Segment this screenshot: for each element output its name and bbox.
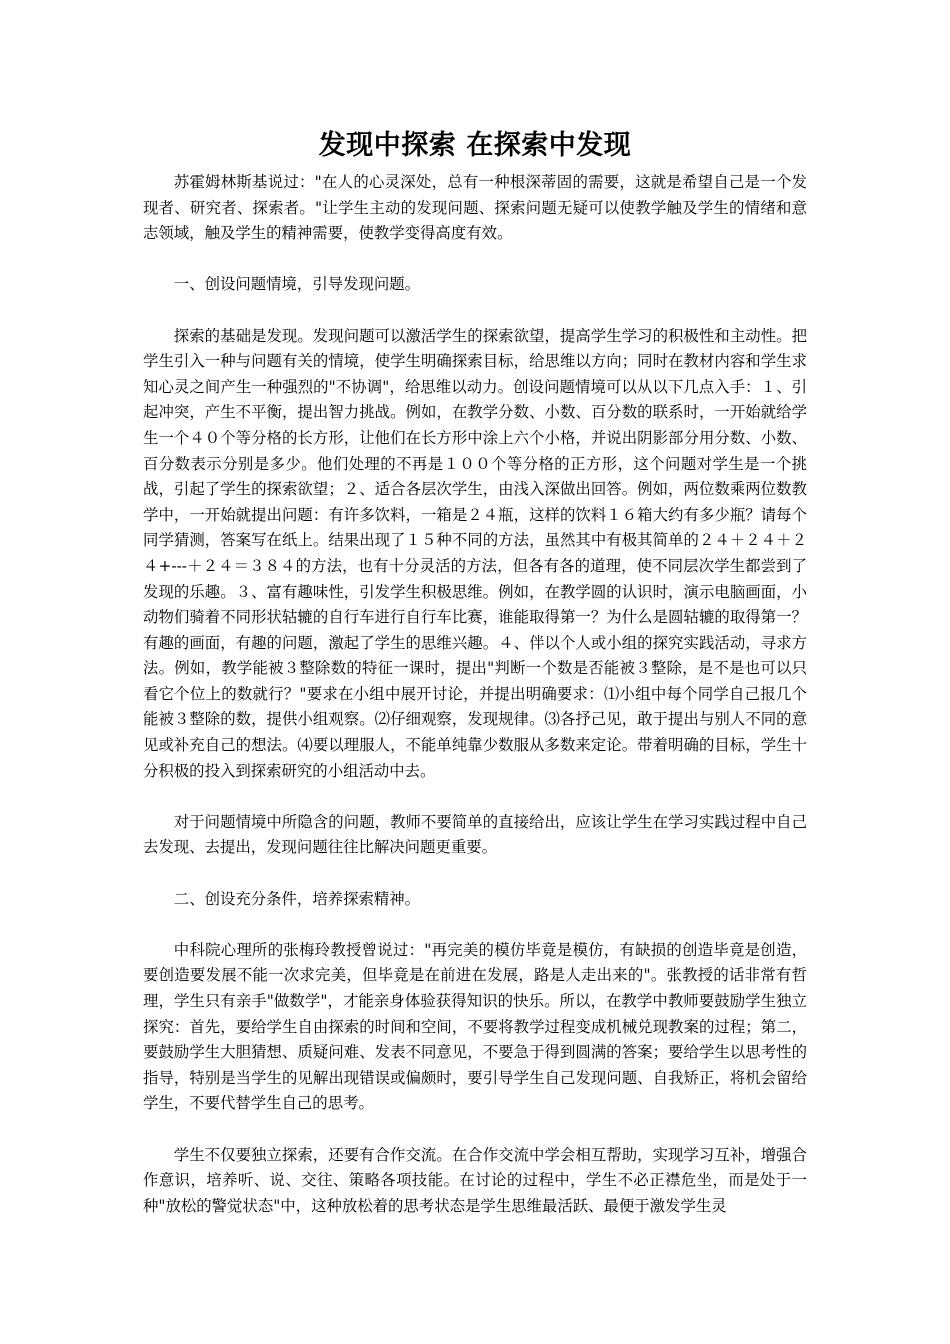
paragraph-gap	[143, 912, 807, 938]
paragraph-body: 探索的基础是发现。发现问题可以激活学生的探索欲望，提高学生学习的积极性和主动性。把学生引入一种与问题有关的情境，使学生明确探索目标，给思维以方向；同时在教材内容和学生求知心灵之间产生一种强烈的"不协调"，给思维以动力。创设问题情境可以从以下几点入手：１、引起冲突，产生不平衡，提出智力挑战。例如，在教学分数、小数、百分数的联系时，一开始就给学生一个４０个等分格的长方形，让他们在长方形中涂上六个小格，并说出阴影部分用分数、小数、百分数表示分别是多少。他们处理的不再是１００个等分格的正方形，这个问题对学生是一个挑战，引起了学生的探索欲望；２、适合各层次学生，由浅入深做出回答。例如，两位数乘两位数教学中，一开始就提出问题：有许多饮料，一箱是２４瓶，这样的饮料１６箱大约有多少瓶？请每个同学猜测，答案写在纸上。结果出现了１５种不同的方法，虽然其中有极其简单的２４＋２４＋２４+---＋２４＝３８４的方法，也有十分灵活的方法，但各有各的道理，使不同层次学生都尝到了发现的乐趣。３、富有趣味性，引发学生积极思维。例如，在教学圆的认识时，演示电脑画面，小动物们骑着不同形状轱辘的自行车进行自行车比赛，谁能取得第一？为什么是圆轱辘的取得第一？有趣的画面，有趣的问题，激起了学生的思维兴趣。４、伴以个人或小组的探究实践活动，寻求方法。例如，教学能被３整除数的特征一课时，提出"判断一个数是否能被３整除，是不是也可以只看它个位上的数就行？"要求在小组中展开讨论，并提出明确要求：⑴小组中每个同学自己报几个能被３整除的数，提供小组观察。⑵仔细观察，发现规律。⑶各抒己见，敢于提出与别人不同的意见或补充自己的想法。⑷要以理服人，不能单纯靠少数服从多数来定论。带着明确的目标，学生十分积极的投入到探索研究的小组活动中去。	[143, 326, 807, 780]
paragraph-gap	[143, 298, 807, 324]
paragraph-gap	[143, 1117, 807, 1143]
document-page	[143, 126, 807, 1219]
paragraph-intro: 苏霍姆林斯基说过："在人的心灵深处，总有一种根深蒂固的需要，这就是希望自己是一个发现者、研究者、探索者。"让学生主动的发现问题、探索问题无疑可以使教学触及学生的情绪和意志领域，触及学生的精神需要，使教学变得高度有效。	[143, 173, 807, 243]
paragraph-body: 学生不仅要独立探索，还要有合作交流。在合作交流中学会相互帮助，实现学习互补，增强合作意识，培养听、说、交往、策略各项技能。在讨论的过程中，学生不必正襟危坐，而是处于一种"放松的警觉状态"中，这种放松着的思考状态是学生思维最活跃、最便于激发学生灵	[143, 1145, 807, 1215]
paragraph-gap	[143, 861, 807, 887]
paragraph-body: 中科院心理所的张梅玲教授曾说过："再完美的模仿毕竟是模仿，有缺损的创造毕竟是创造，要创造要发展不能一次求完美，但毕竟是在前进在发展，路是人走出来的"。张教授的话非常有哲理，学生只有亲手"做数学"，才能亲身体验获得知识的快乐。所以，在教学中教师要鼓励学生独立探究：首先，要给学生自由探索的时间和空间，不要将教学过程变成机械兑现教案的过程；第二，要鼓励学生大胆猜想、质疑问难、发表不同意见，不要急于得到圆满的答案；要给学生以思考性的指导，特别是当学生的见解出现错误或偏颇时，要引导学生自己发现问题、自我矫正，将机会留给学生，不要代替学生自己的思考。	[143, 940, 807, 1113]
paragraph-body: 对于问题情境中所隐含的问题，教师不要简单的直接给出，应该让学生在学习实践过程中自己去发现、去提出，发现问题往往比解决问题更重要。	[143, 812, 807, 857]
paragraph-gap	[143, 247, 807, 273]
section-heading-2: 二、创设充分条件，培养探索精神。	[173, 889, 421, 908]
section-heading-1: 一、创设问题情境，引导发现问题。	[173, 275, 421, 294]
paragraph-gap	[143, 784, 807, 810]
document-title: 发现中探索 在探索中发现	[318, 130, 632, 161]
